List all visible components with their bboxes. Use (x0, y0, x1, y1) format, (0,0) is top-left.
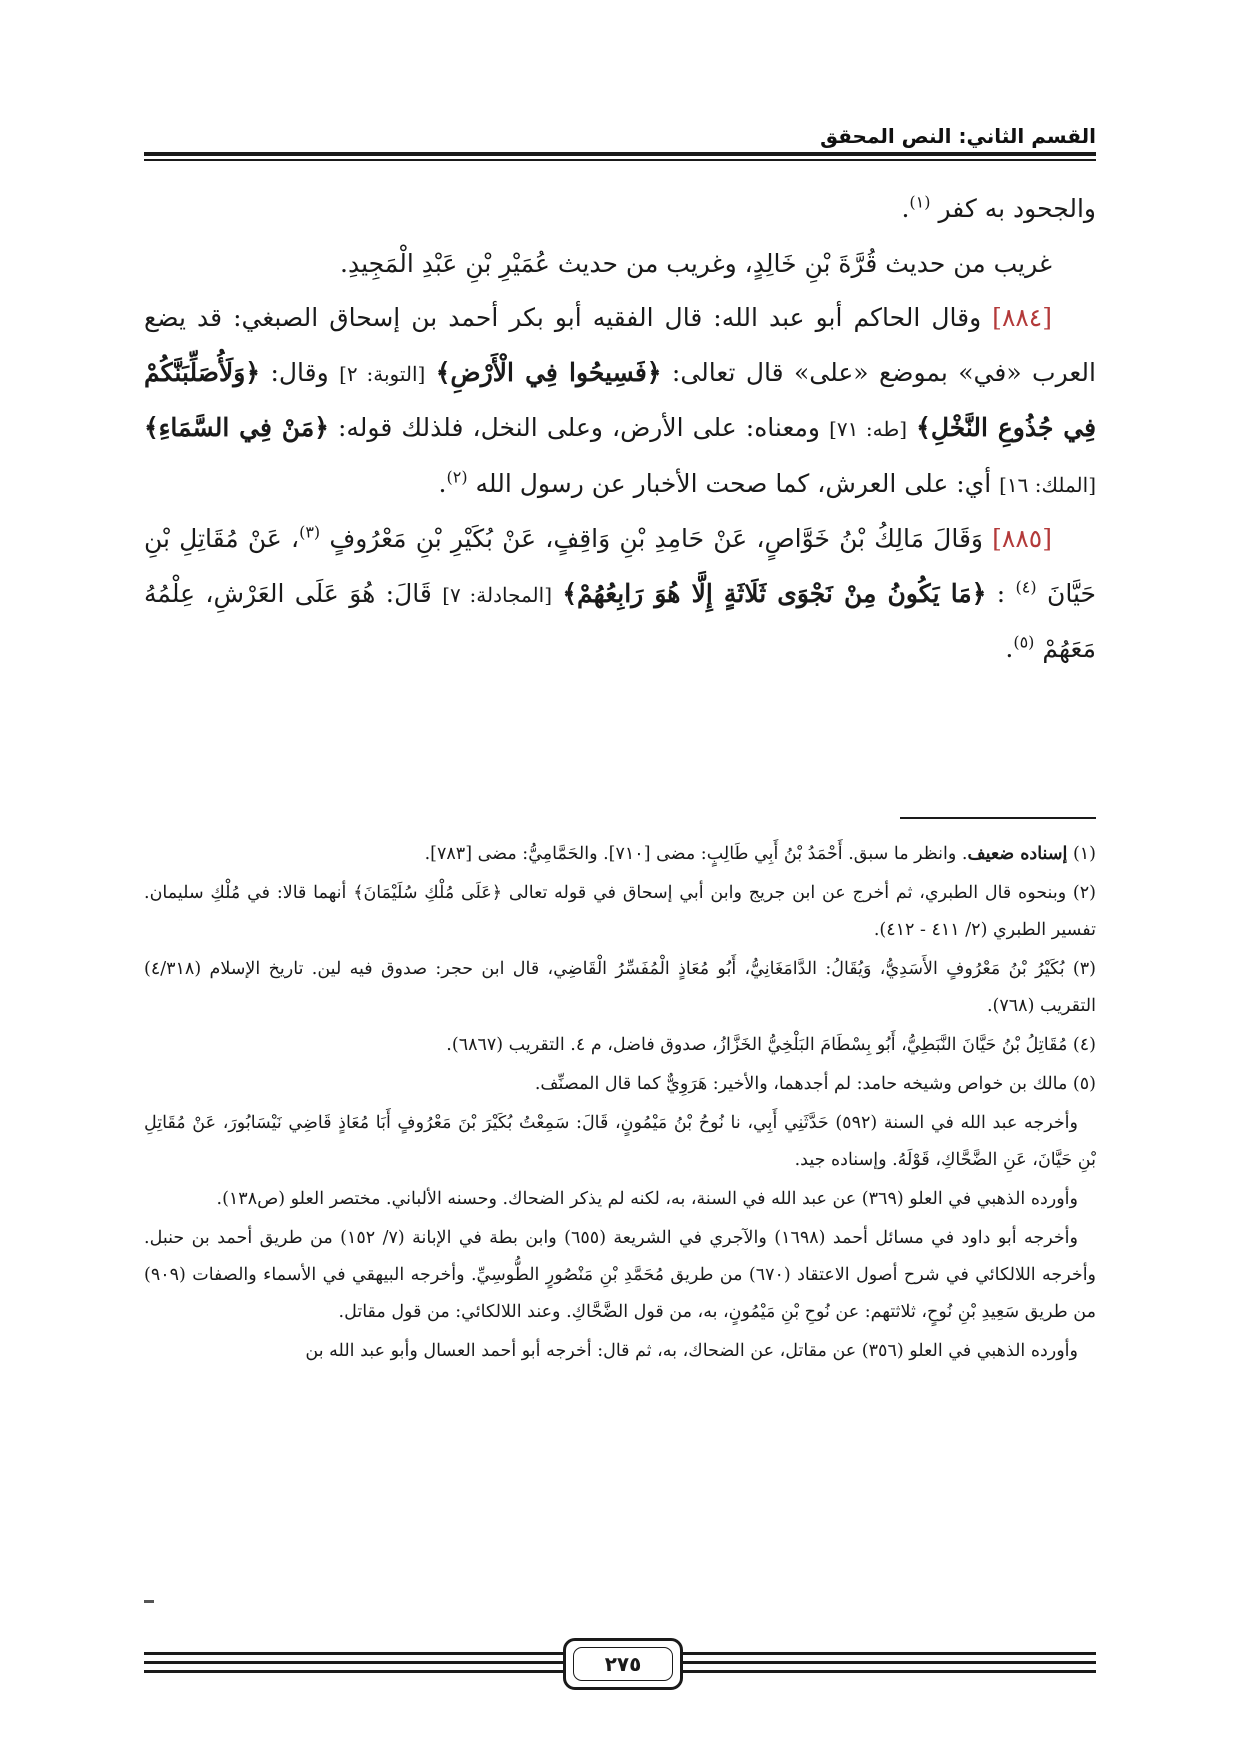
page-number-frame (563, 1638, 683, 1690)
page-number: ٢٧٥ (573, 1647, 673, 1681)
footnote-1: (١) إسناده ضعيف. وانظر ما سبق. أَحْمَدُ بْنُ أَبِي طَالِبٍ: مضى [٧١٠]. والحَمَّامِيُّ: مضى [٧٨٣]. (424, 844, 1096, 864)
footnote-separator (900, 817, 1096, 819)
verse-ref-1: [التوبة: ٢] (339, 361, 426, 386)
footnote-ref-3: (٣) (299, 522, 321, 542)
header-rule-thick (144, 152, 1096, 156)
quran-verse-4: ﴿مَا يَكُونُ مِنْ نَجْوَى ثَلَاثَةٍ إِلَّا هُوَ رَابِعُهُمْ﴾ (562, 578, 987, 608)
footnote-5: (٥) مالك بن خواص وشيخه حامد: لم أجدهما، والأخير: هَرَوِيٌّ كما قال المصنِّف. (534, 1074, 1096, 1094)
main-text (144, 182, 1096, 677)
footnote-ref-1: (١) (909, 192, 931, 212)
quran-verse-3: ﴿مَنْ فِي السَّمَاءِ﴾ (144, 413, 329, 442)
footnote-ref-5: (٥) (1013, 632, 1035, 652)
header-rule-thin (144, 159, 1096, 161)
quran-verse-1: ﴿فَسِيحُوا فِي الْأَرْضِ﴾ (435, 357, 662, 387)
verse-ref-4: [المجادلة: ٧] (442, 582, 553, 607)
footnote-ref-4: (٤) (1015, 577, 1037, 597)
running-header: القسم الثاني: النص المحقق (820, 124, 1096, 148)
footnote-5-para-5: وأورده الذهبي في العلو (٣٥٦) عن مقاتل، عن الضحاك، به، ثم قال: أخرجه أبو أحمد العسال وأبو عبد الله بن (305, 1341, 1078, 1361)
footnote-5-para-4: وأخرجه أبو داود في مسائل أحمد (١٦٩٨) والآجري في الشريعة (٦٥٥) وابن بطة في الإبانة (٧/ ١٥٢) من طريق أحمد بن حنبل. وأخرجه اللالكائي في شرح أصول الاعتقاد (٦٧٠) من طريق مُحَمَّدِ بْنِ مَنْصُورٍ الطُّوسِيِّ. وأخرجه البيهقي في الأسماء والصفات (٩٠٩) من طريق سَعِيدِ بْنِ نُوحٍ، ثلاثتهم: عن نُوحِ بْنِ مَيْمُونٍ، به، من قول الضَّحَّاكِ. وعند اللالكائي: من قول مقاتل. (144, 1228, 1097, 1322)
footnote-3: (٣) بُكَيْرُ بْنُ مَعْرُوفٍ الأَسَدِيُّ، وَيُقَالُ: الدَّامَغَانِيُّ، أَبُو مُعَاذٍ الْمُفَسِّرُ الْقَاضِي، قال ابن حجر: صدوق فيه لين. تاريخ الإسلام (٤/٣١٨) التقريب (٧٦٨). (144, 959, 1096, 1016)
hadith-number-885: [٨٨٥] (992, 524, 1052, 553)
continuation-mark (144, 1600, 154, 1603)
footnote-2: (٢) وبنحوه قال الطبري، ثم أخرج عن ابن جريج وابن أبي إسحاق في قوله تعالى ﴿عَلَى مُلْكِ سُلَيْمَانَ﴾ أنهما قالا: في مُلْكِ سليمان. تفسير الطبري (٢/ ٤١١ - ٤١٢). (144, 883, 1096, 940)
verse-ref-2: [طه: ٧١] (829, 417, 908, 441)
verse-ref-3: [الملك: ١٦] (999, 472, 1096, 497)
paragraph-884: [٨٨٤] وقال الحاكم أبو عبد الله: قال الفقيه أبو بكر أحمد بن إسحاق الصبغي: قد يضع العرب «في» بموضع «على» قال تعالى: ﴿فَسِيحُوا فِي الْأَرْضِ﴾ [التوبة: ٢] وقال: ﴿وَلَأُصَلِّبَنَّكُمْ فِي جُذُوعِ النَّخْلِ﴾ [طه: ٧١] ومعناه: على الأرض، وعلى النخل، فلذلك قوله: ﴿مَنْ فِي السَّمَاءِ﴾ [الملك: ١٦] أي: على العرش، كما صحت الأخبار عن رسول الله $^{(٢)}$. (144, 303, 1097, 498)
footnote-5-para-3: وأورده الذهبي في العلو (٣٦٩) عن عبد الله في السنة، به، لكنه لم يذكر الضحاك. وحسنه الألباني. مختصر العلو (ص١٣٨). (216, 1189, 1078, 1209)
paragraph-continuation: والجحود به كفر $^{(١)}$. (901, 192, 1096, 223)
footnotes (144, 836, 1096, 1372)
quran-verse-2: ﴿وَلَأُصَلِّبَنَّكُمْ فِي جُذُوعِ النَّخْلِ﴾ (144, 357, 1097, 442)
footnote-5-para-2: وأخرجه عبد الله في السنة (٥٩٢) حَدَّثَنِي أَبِي، نا نُوحُ بْنُ مَيْمُونٍ، قَالَ: سَمِعْتُ بُكَيْرَ بْنَ مَعْرُوفٍ أَبَا مُعَاذٍ قَاضِي نَيْسَابُورَ، عَنْ مُقَاتِلِ بْنِ حَيَّانَ، عَنِ الضَّحَّاكِ، قَوْلَهُ. وإسناده جيد. (144, 1113, 1096, 1170)
paragraph-gharib: غريب من حديث قُرَّةَ بْنِ خَالِدٍ، وغريب من حديث عُمَيْرِ بْنِ عَبْدِ الْمَجِيدِ. (340, 248, 1052, 278)
hadith-number-884: [٨٨٤] (992, 303, 1052, 332)
footnote-ref-2: (٢) (446, 467, 468, 487)
footnote-4: (٤) مُقَاتِلُ بْنُ حَيَّانَ النَّبَطِيُّ، أَبُو بِسْطَامَ البَلْخِيُّ الخَزَّازُ، صدوق فاضل، م ٤. التقريب (٦٨٦٧). (446, 1035, 1096, 1055)
paragraph-885: [٨٨٥] وَقَالَ مَالِكُ بْنُ خَوَّاصٍ، عَنْ حَامِدِ بْنِ وَاقِفٍ، عَنْ بُكَيْرِ بْنِ مَعْرُوفٍ $^{(٣)}$، عَنْ مُقَاتِلِ بْنِ حَيَّانَ $^{(٤)}$ : ﴿مَا يَكُونُ مِنْ نَجْوَى ثَلَاثَةٍ إِلَّا هُوَ رَابِعُهُمْ﴾ [المجادلة: ٧] قَالَ: هُوَ عَلَى العَرْشِ، عِلْمُهُ مَعَهُمْ $^{(٥)}$. (144, 522, 1096, 663)
